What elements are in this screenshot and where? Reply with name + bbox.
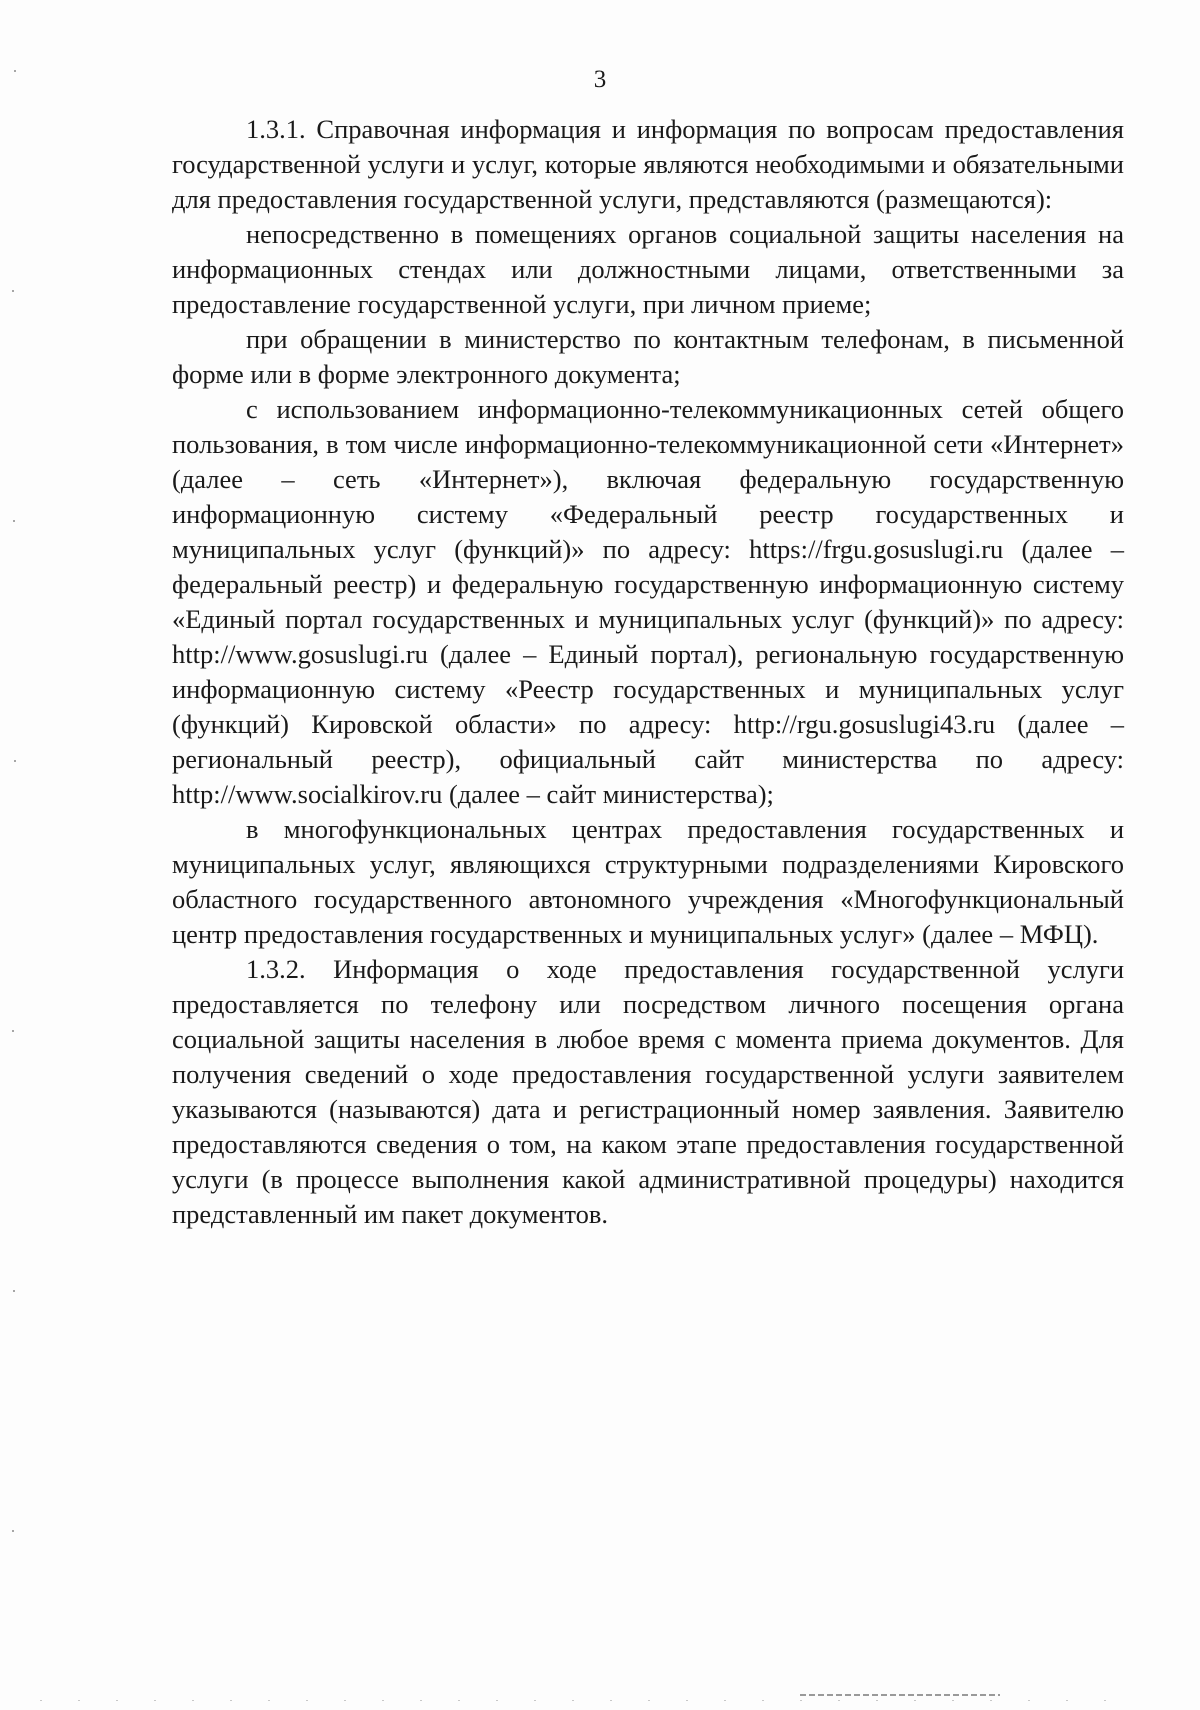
document-body (172, 112, 1124, 1232)
scan-speck (12, 1530, 14, 1532)
scan-edge-rule (800, 1694, 1000, 1696)
paragraph-mfc: в многофункциональных центрах предоставления государственных и муниципальных услуг, являющихся структурными подразделениями Кировского областного государственного автономного учреждения «Многофункциональный центр предоставления государственных и муниципальных услуг» (далее – МФЦ). (172, 814, 1124, 949)
paragraph-1-3-1: 1.3.1. Справочная информация и информация по вопросам предоставления государственной услуги и услуг, которые являются необходимыми и обязательными для предоставления государственной услуги, представляются (размещаются): (172, 114, 1124, 214)
page-number: 3 (593, 66, 607, 93)
scan-edge-noise (40, 1700, 1140, 1701)
scan-speck (12, 1030, 14, 1032)
scan-speck (13, 520, 15, 522)
scan-speck (14, 760, 16, 762)
scan-speck (12, 290, 14, 292)
paragraph-1-3-2: 1.3.2. Информация о ходе предоставления государственной услуги предоставляется по телефону или посредством личного посещения органа социальной защиты населения в любое время с момента приема документов. Для получения сведений о ходе предоставления государственной услуги заявителем указываются (называются) дата и регистрационный номер заявления. Заявителю предоставляются сведения о том, на каком этапе предоставления государственной услуги (в процессе выполнения какой административной процедуры) находится представленный им пакет документов. (172, 954, 1124, 1229)
paragraph-internet: с использованием информационно-телекоммуникационных сетей общего пользования, в том числе информационно-телекоммуникационной сети «Интернет» (далее – сеть «Интернет»), включая федеральную государственную информационную систему «Федеральный реестр государственных и муниципальных услуг (функций)» по адресу: https://frgu.gosuslugi.ru (далее – федеральный реестр) и федеральную государственную информационную систему «Единый портал государственных и муниципальных услуг (функций)» по адресу: http://www.gosuslugi.ru (далее – Единый портал), региональную государственную информационную систему «Реестр государственных и муниципальных услуг (функций) Кировской области» по адресу: http://rgu.gosuslugi43.ru (далее – региональный реестр), официальный сайт министерства по адресу: http://www.socialkirov.ru (далее – сайт министерства); (172, 394, 1124, 809)
paragraph-ministry-contact: при обращении в министерство по контактным телефонам, в письменной форме или в форме электронного документа; (172, 324, 1124, 389)
scan-speck (13, 1290, 15, 1292)
paragraph-premises: непосредственно в помещениях органов социальной защиты населения на информационных стендах или должностными лицами, ответственными за предоставление государственной услуги, при личном приеме; (172, 219, 1124, 319)
